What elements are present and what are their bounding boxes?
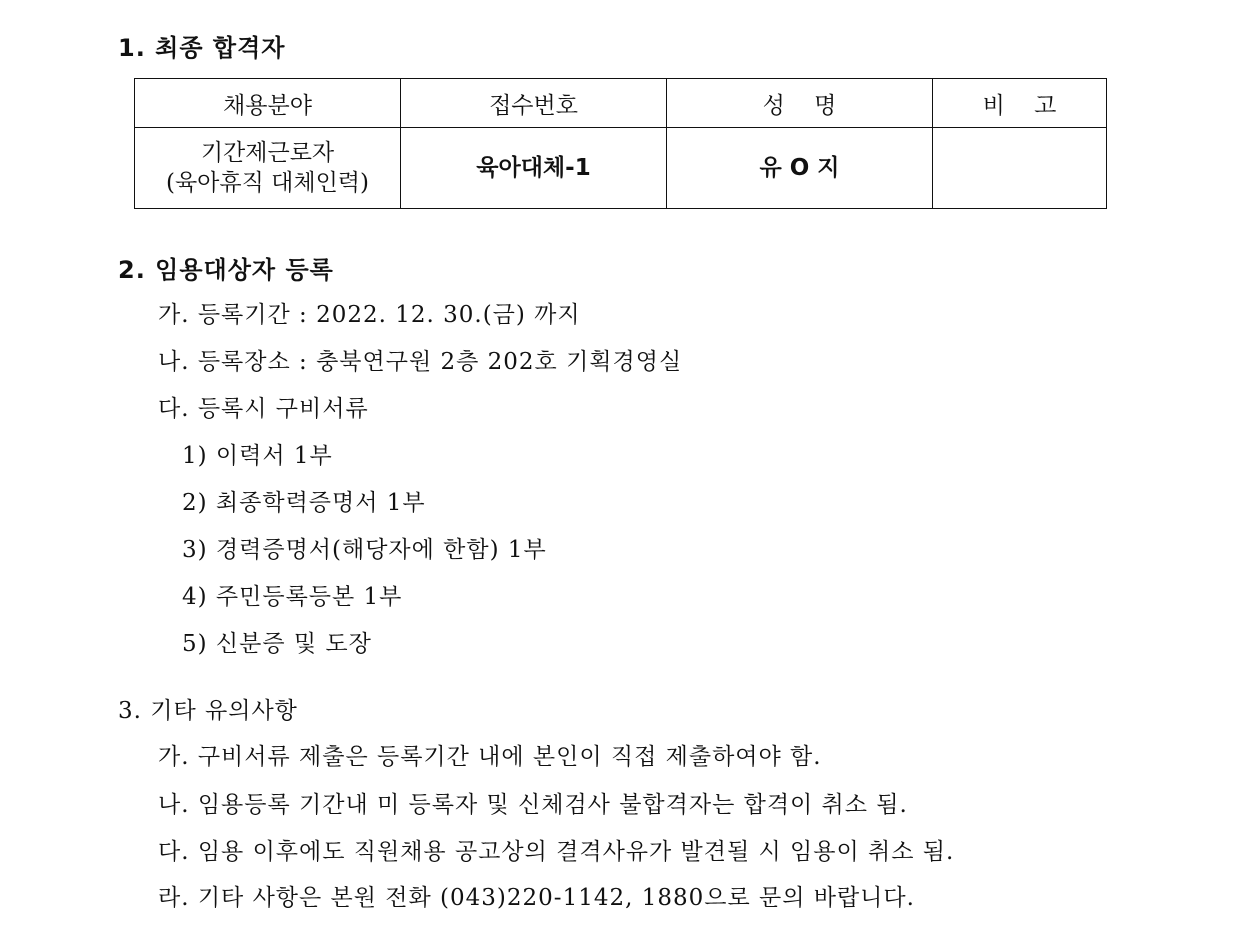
document-item-3: 3) 경력증명서(해당자에 한함) 1부 (182, 537, 547, 563)
header-name: 성 명 (667, 79, 933, 128)
registration-period: 가. 등록기간 : 2022. 12. 30.(금) 까지 (158, 302, 581, 328)
table-row (135, 128, 1107, 209)
section3-heading: 3. 기타 유의사항 (118, 698, 298, 724)
cell-name: 유 O 지 (667, 128, 933, 209)
section1-heading: 1. 최종 합격자 (118, 34, 286, 62)
cell-remark (933, 128, 1107, 209)
document-item-2: 2) 최종학력증명서 1부 (182, 490, 426, 516)
notice-item-4: 라. 기타 사항은 본원 전화 (043)220-1142, 1880으로 문의 바랍니다. (158, 885, 915, 911)
required-documents-title: 다. 등록시 구비서류 (158, 396, 369, 422)
table-header-row (135, 79, 1107, 128)
header-receipt-number: 접수번호 (401, 79, 667, 128)
notice-item-3: 다. 임용 이후에도 직원채용 공고상의 결격사유가 발견될 시 임용이 취소 됨. (158, 839, 955, 865)
registration-place: 나. 등록장소 : 충북연구원 2층 202호 기획경영실 (158, 349, 683, 375)
section2-heading: 2. 임용대상자 등록 (118, 256, 334, 284)
final-candidates-table (134, 78, 1107, 209)
field-line1: 기간제근로자 (200, 140, 335, 166)
document-item-5: 5) 신분증 및 도장 (182, 631, 372, 657)
header-field: 채용분야 (135, 79, 401, 128)
field-line2: (육아휴직 대체인력) (165, 170, 369, 196)
notice-item-2: 나. 임용등록 기간내 미 등록자 및 신체검사 불합격자는 합격이 취소 됨. (158, 792, 908, 818)
document-item-1: 1) 이력서 1부 (182, 443, 333, 469)
header-remark: 비 고 (933, 79, 1107, 128)
document-item-4: 4) 주민등록등본 1부 (182, 584, 403, 610)
cell-receipt-number: 육아대체-1 (401, 128, 667, 209)
cell-field (135, 128, 401, 209)
notice-item-1: 가. 구비서류 제출은 등록기간 내에 본인이 직접 제출하여야 함. (158, 744, 822, 770)
